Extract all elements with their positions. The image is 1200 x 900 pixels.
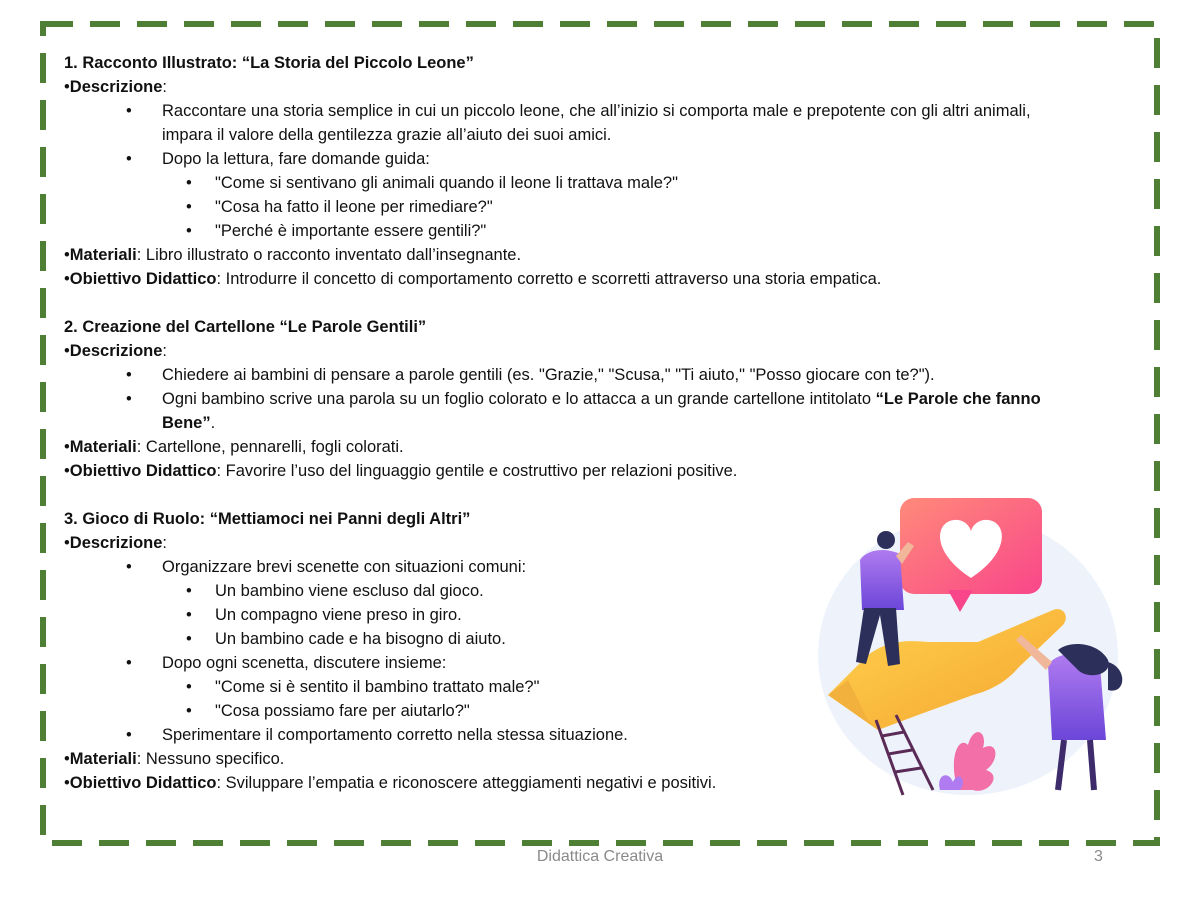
section-2-title: 2. Creazione del Cartellone “Le Parole Gentili” bbox=[64, 318, 427, 336]
footer bbox=[0, 848, 1200, 872]
section-2-title-row bbox=[64, 315, 1144, 339]
section-1-title-row bbox=[64, 51, 1144, 75]
section-2-objective: •Obiettivo Didattico: Favorire l’uso del linguaggio gentile e costruttivo per relazioni positive. bbox=[64, 462, 738, 480]
section-3-desc-label: Descrizione bbox=[69, 534, 163, 552]
section-1-objective: •Obiettivo Didattico: Introdurre il concetto di comportamento corretto e scorretti attraverso una storia empatica. bbox=[64, 270, 882, 288]
list-subitem: • "Cosa possiamo fare per aiutarlo?" bbox=[186, 702, 470, 720]
list-subitem: • "Come si sentivano gli animali quando il leone li trattava male?" bbox=[186, 174, 678, 192]
list-item-continuation: Bene”. bbox=[162, 414, 216, 432]
section-1-desc-label: Descrizione bbox=[69, 78, 163, 96]
list-item: • Dopo la lettura, fare domande guida: bbox=[126, 150, 430, 168]
list-subitem: • "Perché è importante essere gentili?" bbox=[186, 222, 487, 240]
section-2-desc-label: Descrizione bbox=[69, 342, 163, 360]
section-2-desc-row: •Descrizione: bbox=[64, 342, 167, 360]
list-item: • Sperimentare il comportamento corretto nella stessa situazione. bbox=[126, 726, 628, 744]
footer-title: Didattica Creativa bbox=[536, 848, 664, 865]
section-1-materials: •Materiali: Libro illustrato o racconto inventato dall’insegnante. bbox=[64, 246, 522, 264]
list-subitem: • Un bambino cade e ha bisogno di aiuto. bbox=[186, 630, 506, 648]
list-subitem: • "Come si è sentito il bambino trattato male?" bbox=[186, 678, 540, 696]
section-3-materials: •Materiali: Nessuno specifico. bbox=[64, 750, 285, 768]
section-1-title: 1. Racconto Illustrato: “La Storia del Piccolo Leone” bbox=[64, 54, 474, 72]
list-item: • Raccontare una storia semplice in cui un piccolo leone, che all’inizio si comporta male e prepotente con gli altri animali, bbox=[126, 102, 1031, 120]
list-subitem: • "Cosa ha fatto il leone per rimediare?" bbox=[186, 198, 493, 216]
list-item: • Ogni bambino scrive una parola su un foglio colorato e lo attacca a un grande cartellone intitolato “Le Parole che fanno bbox=[126, 390, 1041, 408]
section-3-title: 3. Gioco di Ruolo: “Mettiamoci nei Panni degli Altri” bbox=[64, 510, 471, 528]
page-number: 3 bbox=[1094, 848, 1103, 865]
list-item: • Chiedere ai bambini di pensare a parole gentili (es. "Grazie," "Scusa," "Ti aiuto," "Posso giocare con te?"). bbox=[126, 366, 935, 384]
list-item-continuation: impara il valore della gentilezza grazie all’aiuto dei suoi amici. bbox=[162, 126, 612, 144]
section-2-materials: •Materiali: Cartellone, pennarelli, fogli colorati. bbox=[64, 438, 404, 456]
list-subitem: • Un compagno viene preso in giro. bbox=[186, 606, 462, 624]
list-subitem: • Un bambino viene escluso dal gioco. bbox=[186, 582, 484, 600]
list-item: • Organizzare brevi scenette con situazioni comuni: bbox=[126, 558, 527, 576]
heart-hand-illustration bbox=[808, 490, 1128, 810]
section-3-desc-row: •Descrizione: bbox=[64, 534, 167, 552]
section-3-objective: •Obiettivo Didattico: Sviluppare l’empatia e riconoscere atteggiamenti negativi e positivi. bbox=[64, 774, 717, 792]
list-item: • Dopo ogni scenetta, discutere insieme: bbox=[126, 654, 447, 672]
section-1-desc-row: •Descrizione: bbox=[64, 78, 167, 96]
